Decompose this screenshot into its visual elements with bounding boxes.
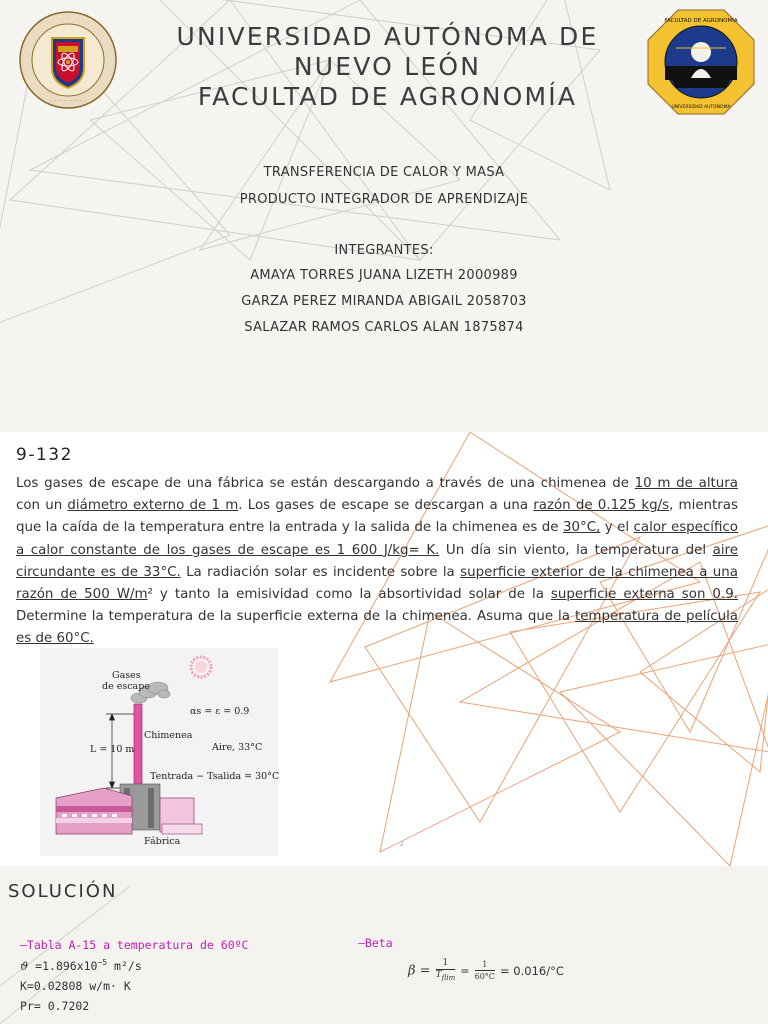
factory-building — [56, 784, 202, 834]
figure-label-gases: Gases — [112, 670, 141, 681]
viscosity-value — [20, 958, 142, 973]
beta-equation — [408, 958, 564, 984]
beta-symbol: β = — [408, 963, 431, 979]
viscosity-exponent: −5 — [97, 958, 108, 967]
figure-label-chimney: Chimenea — [144, 730, 193, 741]
figure-label-escape: de escape — [102, 681, 150, 692]
sun-icon — [191, 657, 211, 677]
problem-text: con un — [16, 498, 68, 514]
problem-text: y el — [600, 520, 634, 536]
viscosity-unit: m²/s — [107, 958, 142, 973]
members-label: INTEGRANTES: — [334, 243, 434, 258]
table-reference: –Tabla A-15 a temperatura de 60ºC — [20, 938, 249, 952]
prandtl-value: Pr= 0.7202 — [20, 999, 90, 1013]
uanl-seal-logo — [18, 10, 118, 110]
problem-text: La radiación solar es incidente sobre la — [180, 564, 461, 580]
course-name: TRANSFERENCIA DE CALOR Y MASA — [263, 165, 505, 180]
member-name: SALAZAR RAMOS CARLOS ALAN 1875874 — [244, 320, 524, 335]
chimney-figure — [40, 648, 278, 856]
problem-highlight: temperatura de película es de 60°C. — [16, 609, 738, 647]
svg-text:UNIVERSIDAD AUTONOMA: UNIVERSIDAD AUTONOMA — [671, 105, 731, 110]
svg-text:· · · · · · · · ·: · · · · · · · · · — [54, 98, 82, 104]
svg-text:FACULTAD DE AGRONOMIA: FACULTAD DE AGRONOMIA — [664, 18, 738, 24]
figure-label-height: L = 10 m — [90, 744, 135, 755]
figure-label-temp-drop: Tentrada − Tsalida = 30°C — [150, 771, 280, 782]
problem-text: Un día sin viento, la temperatura del — [439, 542, 713, 558]
fraction-numerator: 1 — [436, 958, 456, 970]
member-name: GARZA PEREZ MIRANDA ABIGAIL 2058703 — [241, 294, 527, 309]
solution-title: SOLUCIÓN — [8, 881, 118, 902]
problem-highlight: diámetro externo de 1 m — [67, 498, 239, 514]
cover-section — [0, 0, 768, 432]
problem-highlight: superficie exterior de la chimenea a una razón de 500 W/m — [16, 564, 738, 603]
faculty-name: FACULTAD DE AGRONOMÍA — [197, 82, 578, 111]
member-name: AMAYA TORRES JUANA LIZETH 2000989 — [250, 268, 518, 283]
problem-number: 9-132 — [16, 445, 73, 465]
problem-highlight: 10 m de altura — [634, 476, 738, 491]
viscosity-number: =1.896x10 — [35, 958, 98, 973]
problem-text: , mientras que la caída de la temperatura entre la entrada y la salida de la chimenea es de — [16, 498, 738, 536]
product-name: PRODUCTO INTEGRADOR DE APRENDIZAJE — [239, 192, 529, 207]
equals-sign: = — [460, 964, 470, 978]
problem-highlight: razón de 0.125 kg/s — [533, 498, 670, 514]
beta-fraction-1 — [436, 958, 456, 984]
beta-label: –Beta — [358, 936, 393, 950]
figure-label-factory: Fábrica — [144, 836, 181, 847]
figure-label-alpha: αs = ε = 0.9 — [190, 706, 250, 717]
conductivity-value: K=0.02808 w/m· K — [20, 979, 131, 993]
fraction-denominator: 60°C — [474, 972, 495, 982]
page-number: 2 — [400, 841, 404, 848]
agronomia-seal-logo — [646, 8, 756, 116]
fraction-denominator: $T_{flim}$ — [435, 970, 456, 982]
problem-highlight: aire circundante es de 33°C. — [16, 542, 738, 580]
problem-text: Los gases de escape de una fábrica se están descargando a través de una chimenea de — [16, 476, 635, 491]
figure-label-air: Aire, 33°C — [212, 742, 263, 753]
problem-text: Determine la temperatura de la superficie externa de la chimenea. Asuma que la — [16, 609, 575, 625]
problem-text: ² y tanto la emisividad como la absortividad solar de la — [147, 587, 551, 603]
university-title — [130, 22, 645, 112]
fraction-numerator: 1 — [475, 959, 495, 971]
problem-highlight: superficie externa son 0.9. — [550, 587, 738, 603]
beta-fraction-2 — [475, 959, 495, 982]
problem-highlight: calor específico a calor constante de los gases de escape es 1 600 J/kg= K. — [16, 520, 738, 558]
university-name: UNIVERSIDAD AUTÓNOMA DE NUEVO LEÓN — [176, 22, 599, 81]
problem-statement — [16, 473, 738, 651]
problem-text: . Los gases de escape se descargan a una — [238, 498, 534, 514]
problem-highlight: 30°C, — [562, 520, 601, 536]
beta-result: = 0.016/°C — [500, 963, 564, 978]
theta-symbol: ϑ — [20, 958, 29, 973]
